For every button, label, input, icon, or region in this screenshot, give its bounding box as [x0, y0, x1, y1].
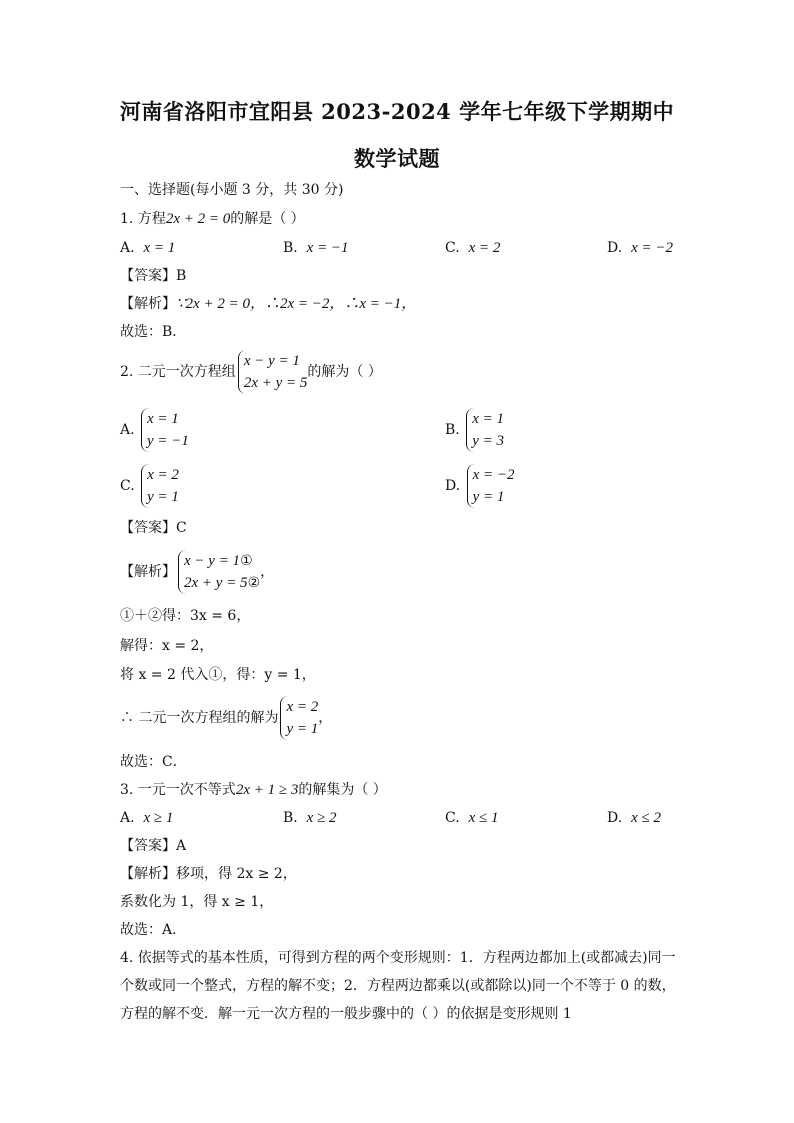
- option-value: x = −2: [631, 240, 673, 256]
- q3-answer: 【答案】A: [120, 838, 187, 854]
- option-label: C.: [445, 810, 460, 826]
- analysis-eq1: x − y = 1: [184, 553, 241, 569]
- option-row: y = 3: [472, 433, 504, 449]
- option-row: x = −2: [472, 467, 515, 483]
- option-label: C.: [445, 240, 460, 256]
- q2-analysis-system: [120, 550, 274, 594]
- option-value: x = 1: [143, 240, 176, 256]
- circled-one: ①: [240, 553, 253, 569]
- q1-option-d: [607, 238, 673, 258]
- option-brace: [141, 464, 179, 508]
- solution-brace: [280, 696, 318, 740]
- analysis-row-2: [184, 572, 260, 594]
- q2-eq1: x − y = 1: [243, 353, 300, 369]
- analysis-eq2: 2x + y = 5: [184, 575, 248, 591]
- q2-option-b: [445, 408, 504, 452]
- q1-analysis: [120, 294, 416, 314]
- q3-number: 3. 一元一次不等式: [120, 782, 236, 798]
- option-value: x ≥ 2: [306, 810, 337, 826]
- q2-step-4: [120, 696, 332, 740]
- option-label: A.: [120, 240, 135, 256]
- q3-analysis: [120, 864, 297, 884]
- option-value: x = −1: [306, 240, 349, 256]
- q1-tail: 的解是（ ）: [230, 211, 305, 227]
- question-3: [120, 780, 387, 800]
- option-value: x ≥ 1: [143, 810, 174, 826]
- q3-option-a: [120, 808, 173, 828]
- q1-choose: 故选：B．: [120, 324, 187, 340]
- analysis-label: 【解析】: [120, 866, 176, 882]
- option-label: B.: [283, 810, 298, 826]
- question-4-line-3: 方程的解不变．解一元一次方程的一般步骤中的（ ）的依据是变形规则 1: [120, 1006, 572, 1022]
- option-row: y = 1: [472, 489, 505, 505]
- q1-equation: 2x + 2 = 0: [165, 211, 231, 227]
- q2-number: 2. 二元一次方程组: [120, 364, 236, 380]
- option-row: y = −1: [147, 433, 189, 449]
- analysis-brace: [178, 550, 260, 594]
- option-label: B.: [283, 240, 298, 256]
- q2-step-3: 将 x = 2 代入①，得：y = 1，: [120, 667, 316, 683]
- option-label: D.: [607, 240, 623, 256]
- circled-two: ②: [247, 575, 261, 591]
- q1-option-b: [283, 238, 349, 258]
- solution-intro: ∴ 二元一次方程组的解为: [120, 710, 279, 726]
- q2-step-2: 解得：x = 2，: [120, 638, 214, 654]
- q2-step-1: ①＋②得：3x = 6，: [120, 608, 251, 624]
- analysis-text: 移项，得 2x ≥ 2，: [176, 866, 297, 882]
- option-brace: [466, 408, 504, 452]
- question-2: [120, 350, 382, 394]
- q3-step-2: 系数化为 1，得 x ≥ 1，: [120, 894, 274, 910]
- title-line-2: 数学试题: [354, 146, 440, 171]
- analysis-row-1: [184, 550, 260, 572]
- section-heading: 一、选择题(每小题 3 分，共 30 分): [120, 182, 344, 198]
- option-brace: [141, 408, 189, 452]
- option-row: y = 1: [147, 489, 179, 505]
- option-label: D.: [445, 478, 461, 494]
- solution-tail: ，: [318, 710, 333, 726]
- option-row: x = 1: [472, 411, 504, 427]
- option-value: x = 2: [468, 240, 501, 256]
- q3-option-c: [445, 808, 498, 828]
- q1-option-c: [445, 238, 500, 258]
- option-row: x = 2: [147, 467, 179, 483]
- q2-tail: 的解为（ ）: [307, 364, 382, 380]
- option-brace: [467, 464, 515, 508]
- q1-number: 1. 方程: [120, 211, 166, 227]
- q1-answer: 【答案】B: [120, 268, 187, 284]
- q2-choose: 故选：C．: [120, 754, 187, 770]
- q2-eq2: 2x + y = 5: [243, 375, 308, 391]
- q3-option-d: [607, 808, 661, 828]
- q2-system-brace: [238, 350, 308, 394]
- q2-option-a: [120, 408, 189, 452]
- option-label: B.: [445, 422, 460, 438]
- q3-choose: 故选：A．: [120, 922, 187, 938]
- solution-row-1: x = 2: [286, 699, 319, 715]
- option-row: x = 1: [147, 411, 179, 427]
- question-4-line-2: 个数或同一个整式，方程的解不变；2．方程两边都乘以(或都除以)同一个不等于 0 的数，: [120, 978, 676, 994]
- option-value: x ≤ 1: [468, 810, 499, 826]
- analysis-text: ∵2x + 2 = 0，∴2x = −2，∴x = −1，: [176, 296, 417, 312]
- solution-row-2: y = 1: [286, 721, 319, 737]
- option-label: C.: [120, 478, 135, 494]
- option-label: A.: [120, 422, 135, 438]
- analysis-comma: ，: [260, 564, 275, 580]
- analysis-label: 【解析】: [120, 564, 176, 580]
- q1-option-a: [120, 238, 175, 258]
- q3-option-b: [283, 808, 337, 828]
- q2-option-c: [120, 464, 179, 508]
- option-value: x ≤ 2: [631, 810, 661, 826]
- analysis-label: 【解析】: [120, 296, 176, 312]
- q3-inequality: 2x + 1 ≥ 3: [235, 782, 299, 798]
- title-line-1: 河南省洛阳市宜阳县 2023-2024 学年七年级下学期期中: [119, 99, 675, 124]
- q3-tail: 的解集为（ ）: [298, 782, 387, 798]
- question-1: [120, 209, 305, 229]
- q2-option-d: [445, 464, 515, 508]
- question-4-line-1: 4. 依据等式的基本性质，可得到方程的两个变形规则：1．方程两边都加上(或都减去)同一: [120, 950, 676, 966]
- q2-answer: 【答案】C: [120, 520, 187, 536]
- option-label: D.: [607, 810, 623, 826]
- option-label: A.: [120, 810, 135, 826]
